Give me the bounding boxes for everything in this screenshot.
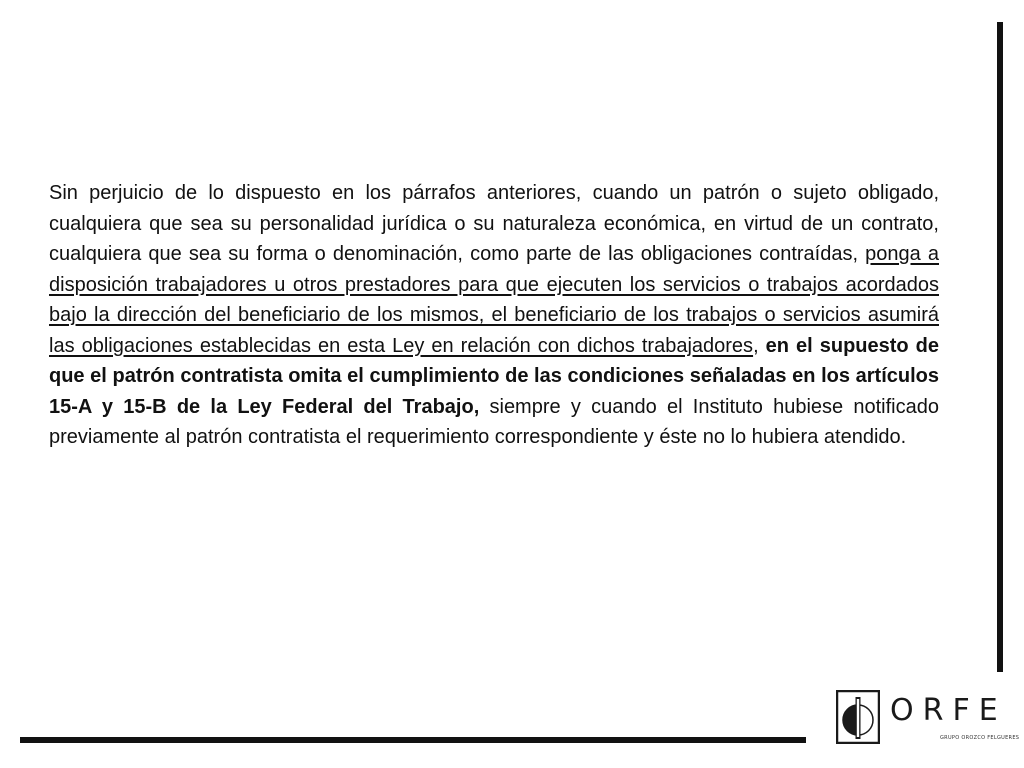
company-logo (836, 690, 1020, 746)
paragraph-text-closing: siempre y cuando el Instituto hubiese notificado previamente al patrón contratista el requerimiento correspondiente y éste no lo hubiera atendido. (49, 395, 939, 448)
paragraph-text-comma: , (753, 334, 766, 357)
right-vertical-bar (997, 22, 1003, 672)
logo-emblem-icon (836, 690, 880, 744)
logo-wordmark: ORFE (890, 693, 1007, 728)
paragraph-text-intro: Sin perjuicio de lo dispuesto en los párrafos anteriores, cuando un patrón o sujeto obligado, cualquiera que sea su personalidad jurídica o su naturaleza económica, en virtud de un contrato, cualquiera que sea su forma o denominación, como parte de las obligaciones contraídas, (49, 182, 939, 265)
bottom-horizontal-bar (20, 737, 806, 743)
paragraph-text-underlined: ponga a disposición trabajadores u otros prestadores para que ejecuten los servicios o trabajos acordados bajo la dirección del beneficiario de los mismos, el beneficiario de los trabajos o servicios asumirá las obligaciones establecidas en esta Ley en relación con dichos trabajadores (49, 243, 939, 357)
body-paragraph (49, 178, 939, 453)
paragraph-text-bold: en el supuesto de que el patrón contratista omita el cumplimiento de las condiciones señaladas en los artículos 15-A y 15-B de la Ley Federal del Trabajo, (49, 334, 939, 418)
logo-tagline: GRUPO OROZCO FELGUERES (940, 735, 1020, 741)
